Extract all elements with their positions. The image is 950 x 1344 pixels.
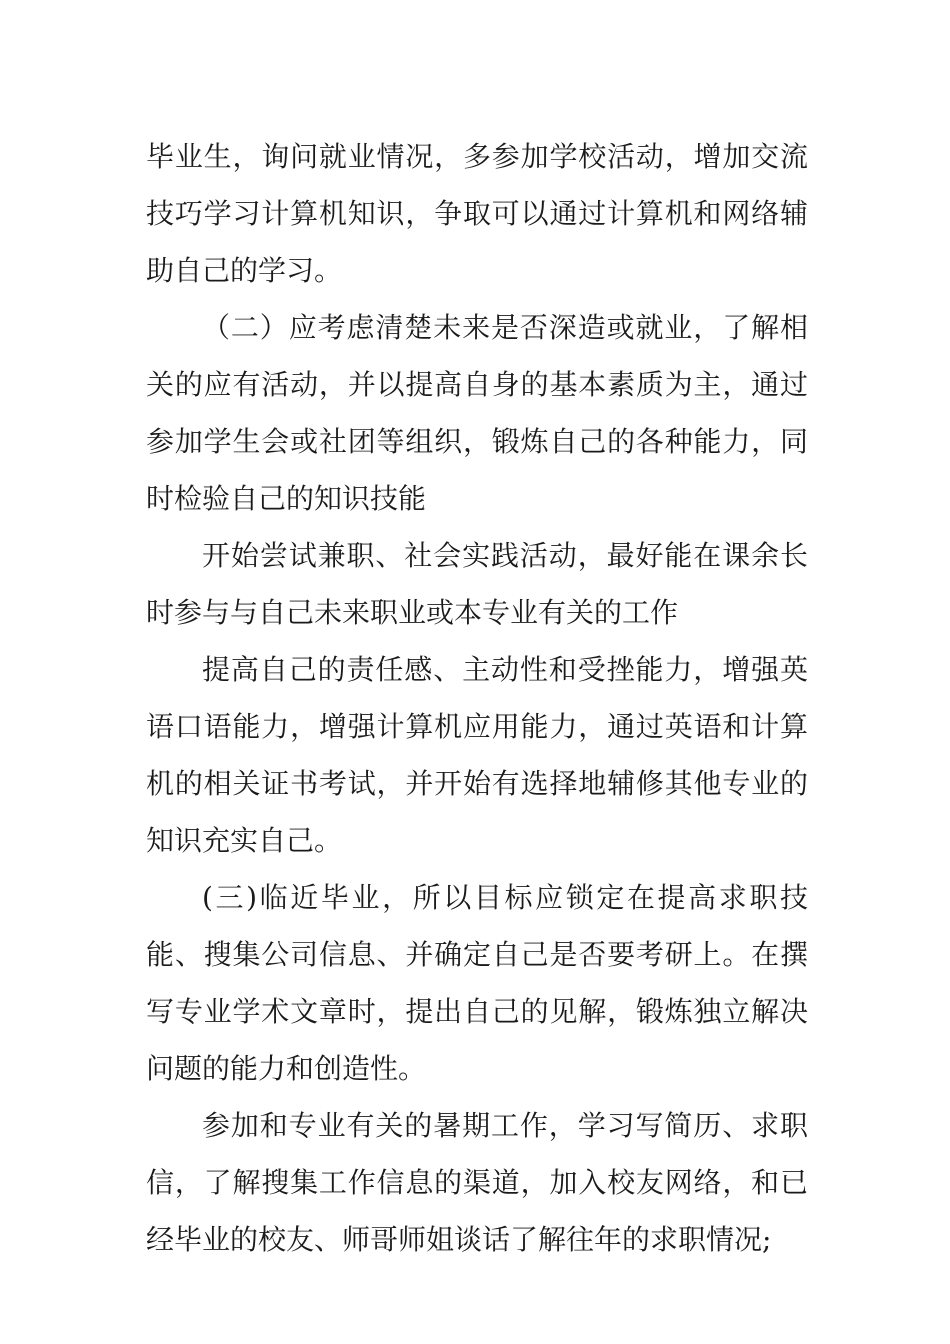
paragraph-section-two: （二）应考虑清楚未来是否深造或就业，了解相关的应有活动，并以提高自身的基本素质为主，通过参加学生会或社团等组织，锻炼自己的各种能力，同时检验自己的知识技能 [146, 311, 808, 515]
paragraph-continuation: 毕业生，询问就业情况，多参加学校活动，增加交流技巧学习计算机知识，争取可以通过计算机和网络辅助自己的学习。 [146, 140, 808, 287]
paragraph-part-time: 开始尝试兼职、社会实践活动，最好能在课余长时参与与自己未来职业或本专业有关的工作 [146, 539, 808, 629]
paragraph-abilities: 提高自己的责任感、主动性和受挫能力，增强英语口语能力，增强计算机应用能力，通过英语和计算机的相关证书考试，并开始有选择地辅修其他专业的知识充实自己。 [146, 653, 808, 857]
paragraph-section-three: (三)临近毕业，所以目标应锁定在提高求职技能、搜集公司信息、并确定自己是否要考研上。在撰写专业学术文章时，提出自己的见解，锻炼独立解决问题的能力和创造性。 [146, 881, 808, 1085]
document-body [146, 128, 808, 1268]
paragraph-summer-work: 参加和专业有关的暑期工作，学习写简历、求职信，了解搜集工作信息的渠道，加入校友网络，和已经毕业的校友、师哥师姐谈话了解往年的求职情况; [146, 1109, 808, 1256]
